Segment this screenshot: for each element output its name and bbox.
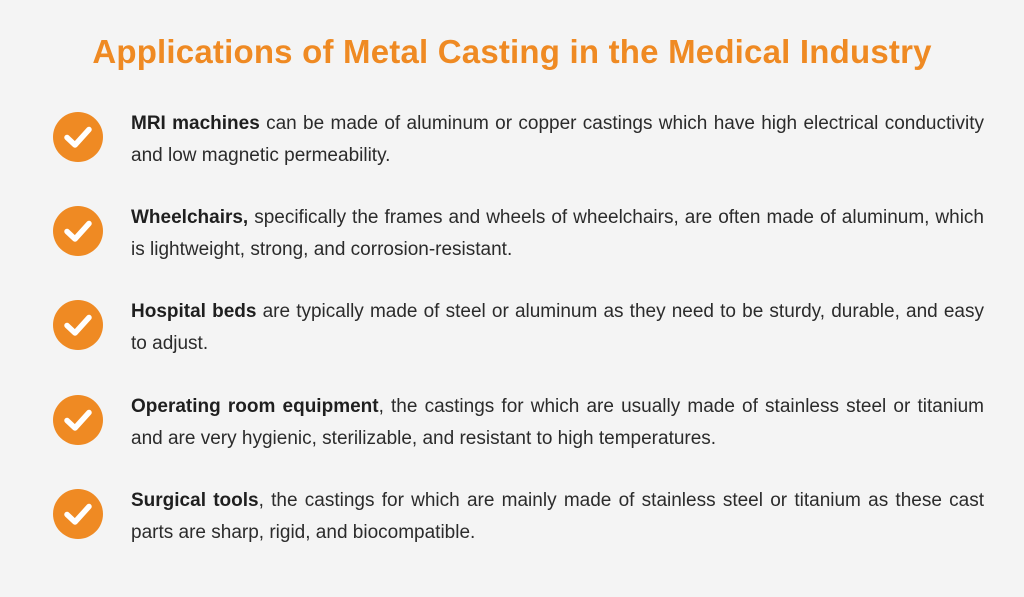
item-heading: Hospital beds [131, 301, 257, 322]
item-text [131, 296, 984, 360]
item-description: , the castings for which are mainly made of stainless steel or titanium as these cast parts are sharp, rigid, and biocompatible. [131, 490, 984, 543]
item-text [131, 485, 984, 549]
item-text [131, 108, 984, 172]
item-description: can be made of aluminum or copper castings which have high electrical conductivity and low magnetic permeability. [131, 113, 984, 166]
item-heading: Operating room equipment [131, 396, 379, 417]
check-circle-icon [53, 112, 103, 162]
item-description: , the castings for which are usually made of stainless steel or titanium and are very hygienic, sterilizable, and resistant to high temperatures. [131, 396, 984, 449]
check-circle-icon [53, 206, 103, 256]
page-title: Applications of Metal Casting in the Medical Industry [92, 33, 932, 70]
item-heading: Surgical tools [131, 490, 259, 511]
item-description: specifically the frames and wheels of wheelchairs, are often made of aluminum, which is lightweight, strong, and corrosion-resistant. [131, 207, 984, 260]
check-circle-icon [53, 395, 103, 445]
item-heading: Wheelchairs, [131, 207, 249, 228]
item-text [131, 202, 984, 266]
check-circle-icon [53, 489, 103, 539]
item-heading: MRI machines [131, 113, 260, 134]
check-circle-icon [53, 300, 103, 350]
item-text [131, 391, 984, 455]
item-description: are typically made of steel or aluminum as they need to be sturdy, durable, and easy to adjust. [131, 301, 984, 354]
